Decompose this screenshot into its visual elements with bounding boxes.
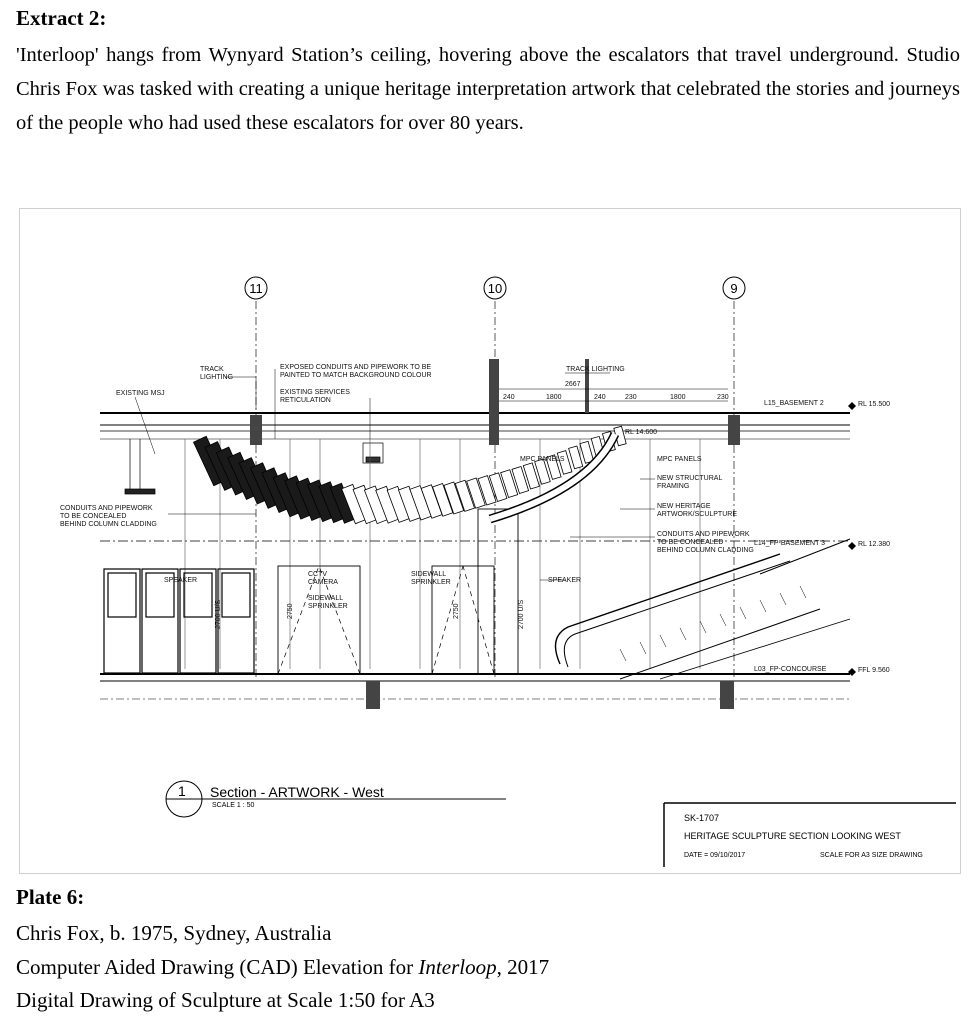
label-mpc-panels-left: MPC PANELS <box>520 456 565 463</box>
label-conduits-right-1: CONDUITS AND PIPEWORK <box>657 531 750 538</box>
title-block-title: HERITAGE SCULPTURE SECTION LOOKING WEST <box>684 831 901 841</box>
label-existing-services-1: EXISTING SERVICES <box>280 389 350 396</box>
level-value-concourse: FFL 9.560 <box>858 667 890 674</box>
dim-2750a: 2750 <box>287 603 294 619</box>
label-new-structural-2: FRAMING <box>657 483 690 490</box>
extract-heading: Extract 2: <box>16 6 107 30</box>
label-new-heritage-2: ARTWORK/SCULPTURE <box>657 511 737 518</box>
label-track-lighting-left-1: TRACK <box>200 366 224 373</box>
doorways <box>278 509 518 674</box>
dim-1800b: 1800 <box>670 394 686 401</box>
dim-230a: 230 <box>625 394 637 401</box>
glazed-partitions <box>104 569 254 673</box>
dim-2700a: 2700 U/S <box>215 599 222 629</box>
title-block-sheet: SK-1707 <box>684 813 720 823</box>
level-name-basement-3: L14_FP-BASEMENT 3 <box>754 540 826 547</box>
plate-artist: Chris Fox, b. 1975, Sydney, Australia <box>16 921 332 945</box>
dim-overall: 2667 <box>565 381 581 388</box>
label-speaker-right: SPEAKER <box>548 577 582 584</box>
dim-rl-artwork: RL 14.600 <box>625 429 658 436</box>
dim-2700b: 2700 U/S <box>518 599 525 629</box>
cad-elevation-svg <box>20 209 960 873</box>
floor-slab <box>100 674 850 709</box>
label-conduits-left-2: TO BE CONCEALED <box>60 513 127 520</box>
label-existing-services-2: RETICULATION <box>280 397 331 404</box>
label-conduits-right-3: BEHIND COLUMN CLADDING <box>657 547 754 554</box>
label-cctv-2: CAMERA <box>308 579 338 586</box>
label-exposed-conduits-1: EXPOSED CONDUITS AND PIPEWORK TO BE <box>280 364 432 371</box>
cad-drawing <box>19 208 961 874</box>
dim-240a: 240 <box>503 394 515 401</box>
label-new-heritage-1: NEW HERITAGE <box>657 503 711 510</box>
level-value-basement-3: RL 12.380 <box>858 541 891 548</box>
extract-paragraph: 'Interloop' hangs from Wynyard Station’s ceiling, hovering above the escalators that travel underground. Studio Chris Fox was tasked with creating a unique heritage interpretation artwork that celebrated the stories and journeys of the people who had used these escalators for over 80 years. <box>16 44 960 134</box>
dimension-lines <box>499 389 728 401</box>
label-sidewall-left-2: SPRINKLER <box>308 603 348 610</box>
level-name-basement-2: L15_BASEMENT 2 <box>764 400 824 407</box>
section-number: 1 <box>178 783 186 799</box>
dim-240b: 240 <box>594 394 606 401</box>
section-scale: SCALE 1 : 50 <box>212 802 255 809</box>
label-conduits-left-3: BEHIND COLUMN CLADDING <box>60 521 157 528</box>
label-sidewall-right-2: SPRINKLER <box>411 579 451 586</box>
plate-title: Plate 6: <box>16 885 85 909</box>
plate-work <box>16 955 549 980</box>
label-existing-msj: EXISTING MSJ <box>116 390 165 397</box>
level-value-basement-2: RL 15.500 <box>858 401 891 408</box>
label-sidewall-right-1: SIDEWALL <box>411 571 447 578</box>
label-track-lighting-right: TRACK LIGHTING <box>566 366 625 373</box>
title-block-scale-note: SCALE FOR A3 SIZE DRAWING <box>820 852 923 859</box>
label-new-structural-1: NEW STRUCTURAL <box>657 475 723 482</box>
plate-work-prefix: Computer Aided Drawing (CAD) Elevation for <box>16 955 419 979</box>
dim-1800a: 1800 <box>546 394 562 401</box>
label-mpc-panels-right: MPC PANELS <box>657 456 702 463</box>
label-conduits-right-2: TO BE CONCEALED <box>657 539 724 546</box>
grid-label-10: 10 <box>487 281 503 296</box>
label-speaker-left: SPEAKER <box>164 577 198 584</box>
grid-label-9: 9 <box>730 281 738 296</box>
label-track-lighting-left-2: LIGHTING <box>200 374 234 381</box>
sculpture-vane <box>569 446 583 469</box>
plate-medium: Digital Drawing of Sculpture at Scale 1:50 for A3 <box>16 988 435 1012</box>
section-heading: Section - ARTWORK - West <box>210 784 384 800</box>
level-name-concourse: L03_FP-CONCOURSE <box>754 666 827 673</box>
dim-2750b: 2750 <box>453 603 460 619</box>
plate-work-title: Interloop <box>418 955 497 979</box>
label-conduits-left-1: CONDUITS AND PIPEWORK <box>60 505 153 512</box>
escalator <box>556 539 851 679</box>
dim-230b: 230 <box>717 394 729 401</box>
label-exposed-conduits-2: PAINTED TO MATCH BACKGROUND COLOUR <box>280 372 432 379</box>
title-block-date: DATE = 09/10/2017 <box>684 852 746 859</box>
plate-work-suffix: , 2017 <box>496 955 550 979</box>
grid-label-11: 11 <box>249 281 263 296</box>
label-sidewall-left-1: SIDEWALL <box>308 595 344 602</box>
label-cctv-1: CCTV <box>308 571 328 578</box>
sculpture-vane <box>580 441 594 463</box>
